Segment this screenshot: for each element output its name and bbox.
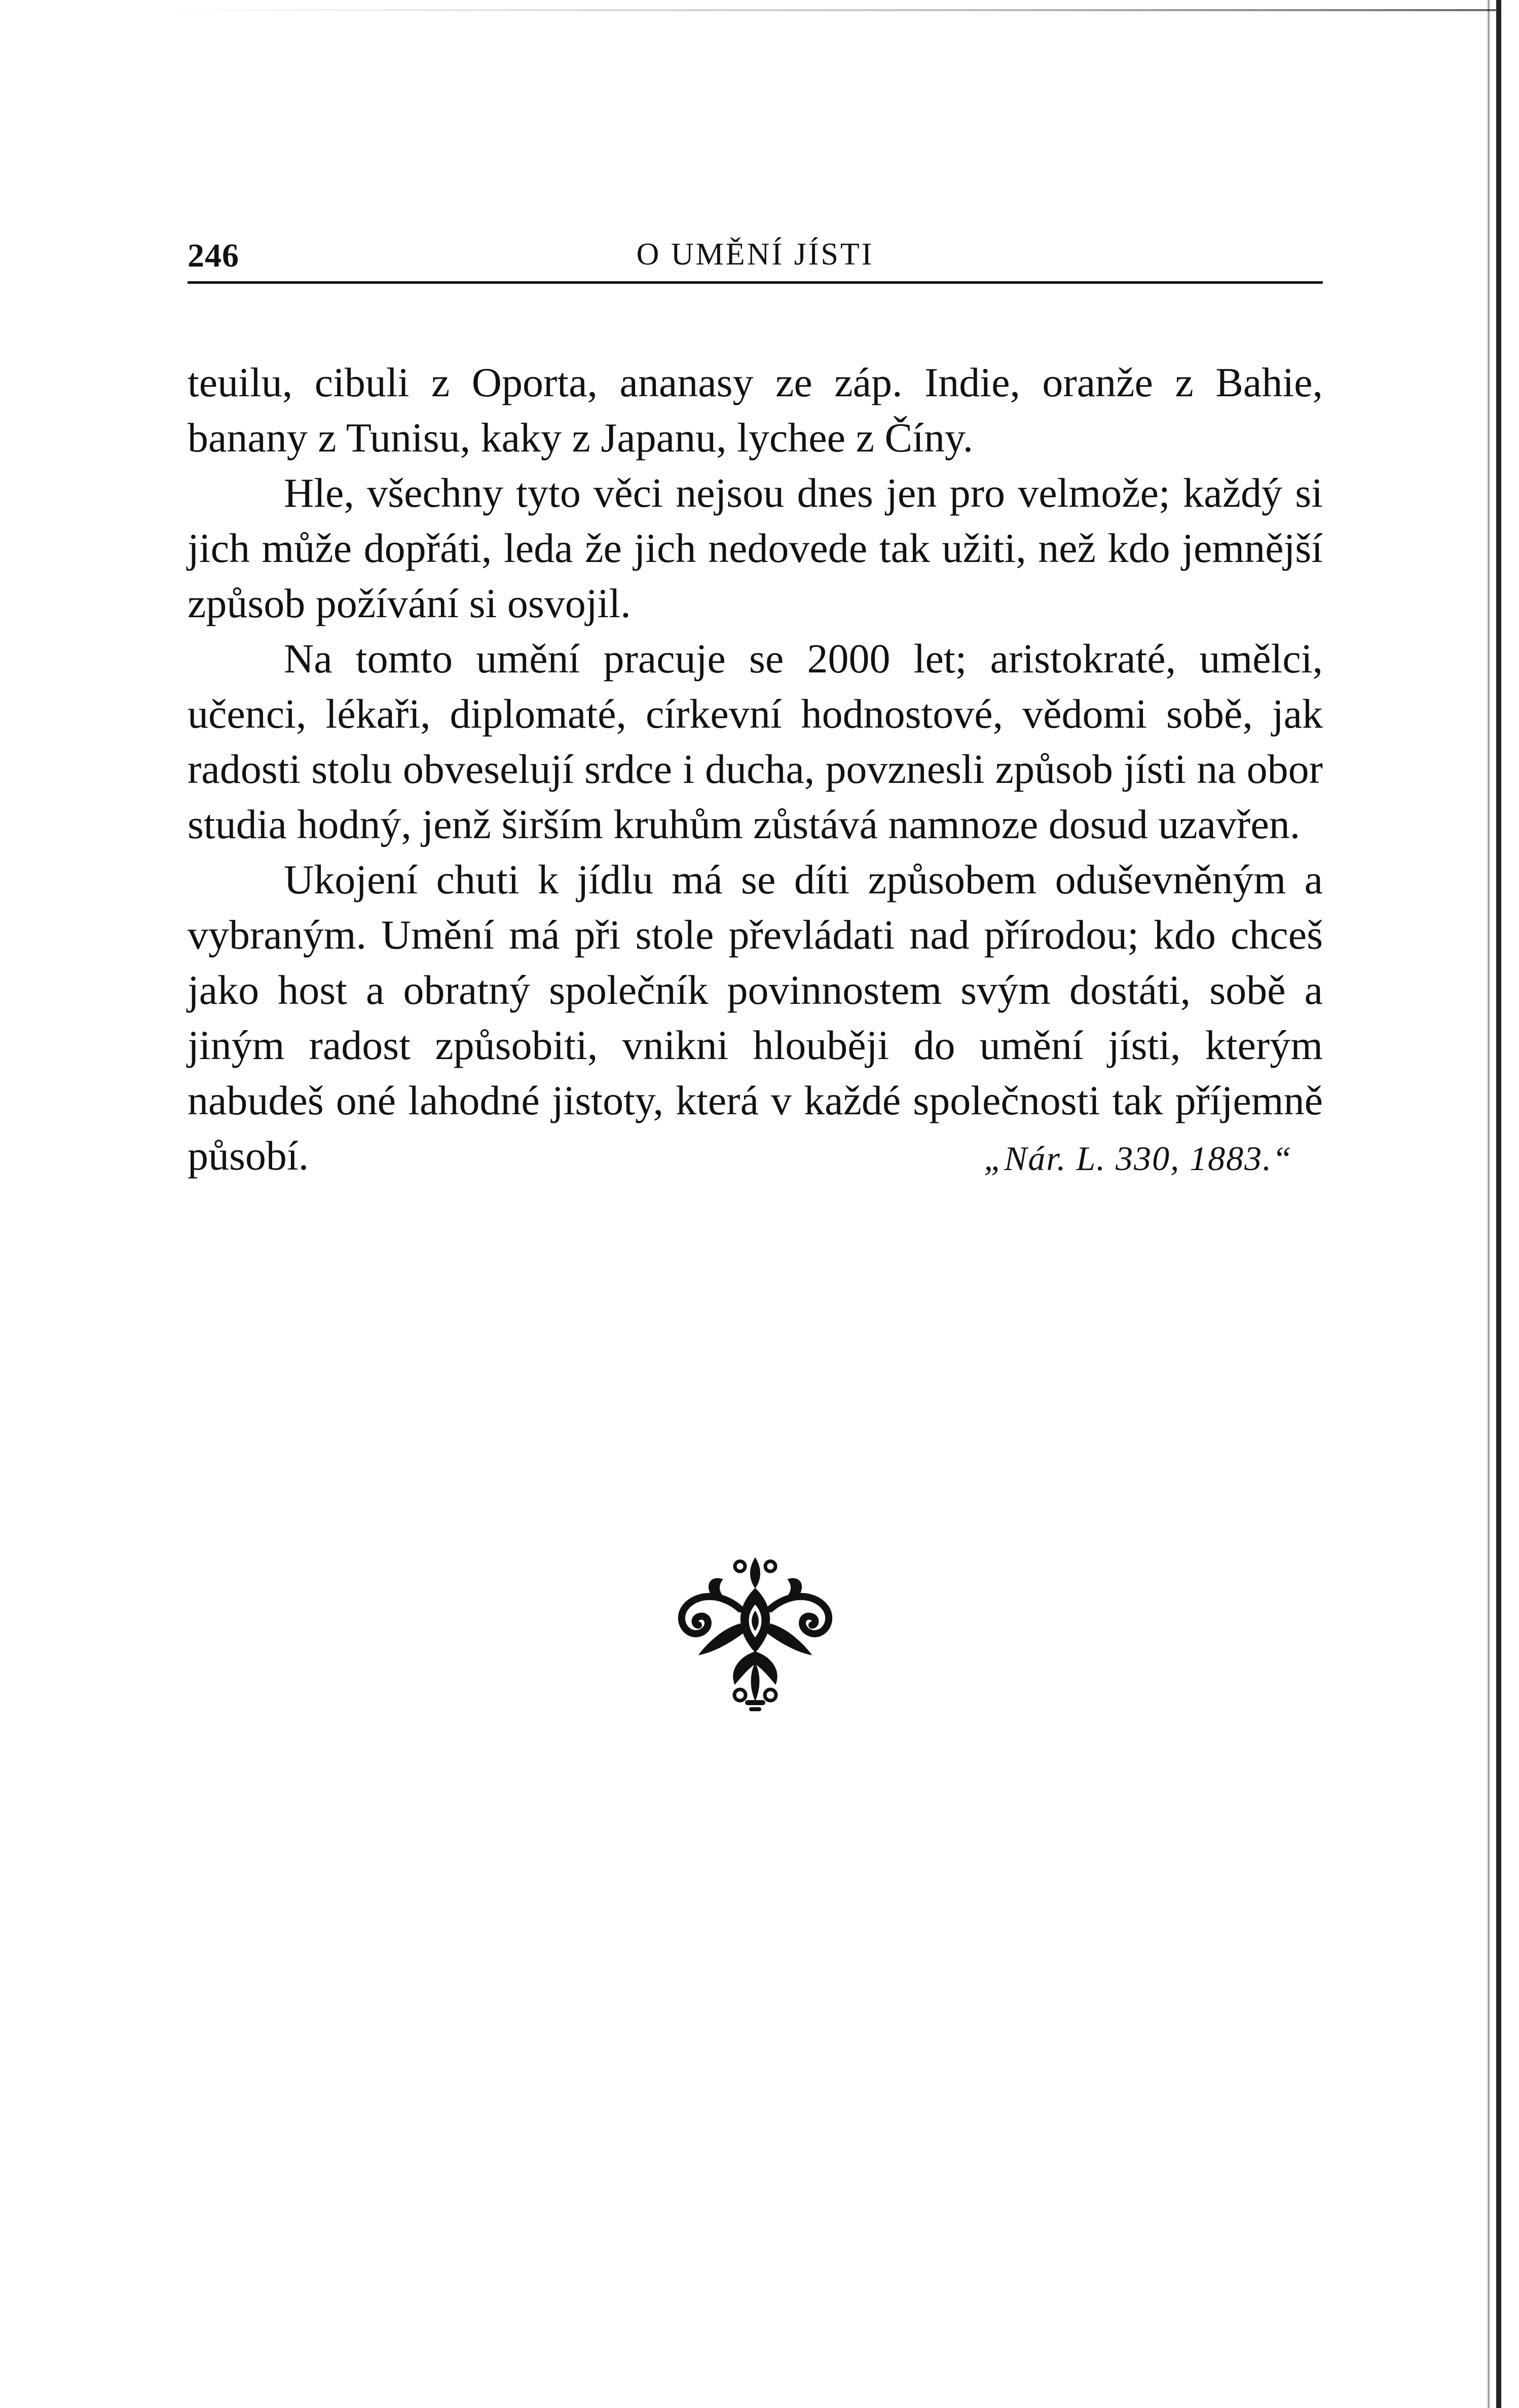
page-header bbox=[188, 231, 1323, 286]
body-text bbox=[188, 355, 1323, 1183]
header-rule bbox=[188, 281, 1323, 284]
scan-edge-right-thin bbox=[1488, 0, 1490, 2408]
closing-word: působí. bbox=[188, 1133, 309, 1179]
closing-line bbox=[188, 1128, 1323, 1183]
citation: „Nár. L. 330, 1883.“ bbox=[984, 1139, 1292, 1178]
fleuron-ornament-icon bbox=[664, 1548, 846, 1720]
paragraph-2: Hle, všechny tyto věci nejsou dnes jen pro velmože; každý si jich může dopřáti, leda že jich nedovede tak užiti, než kdo jemnější způsob požívání si osvojil. bbox=[188, 470, 1323, 626]
running-title: O UMĚNÍ JÍSTI bbox=[636, 237, 874, 272]
page-number: 246 bbox=[188, 237, 239, 274]
paragraph-3: Na tomto umění pracuje se 2000 let; aristokraté, umělci, učenci, lékaři, diplomaté, církevní hodnostové, vědomi sobě, jak radosti stolu obveselují srdce i ducha, povznesli způsob jísti na obor studia hodný, jenž širším kruhům zůstává namnoze dosud uzavřen. bbox=[188, 635, 1323, 847]
scan-edge-right bbox=[1496, 0, 1501, 2408]
paragraph-1: teuilu, cibuli z Oporta, ananasy ze záp. Indie, oranže z Bahie, banany z Tunisu, kaky z Japanu, lychee z Číny. bbox=[188, 359, 1323, 461]
paragraph-4: Ukojení chuti k jídlu má se díti způsobem oduševněným a vybraným. Umění má při stole převládati nad přírodou; kdo chceš jako host a obratný společník povinnostem svým dostáti, sobě a jiným radost způsobiti, vnikni hlouběji do umění jísti, kterým nabudeš oné lahodné jistoty, která v každé společnosti tak příjemně bbox=[188, 856, 1323, 1123]
scan-edge-top bbox=[152, 9, 1500, 11]
